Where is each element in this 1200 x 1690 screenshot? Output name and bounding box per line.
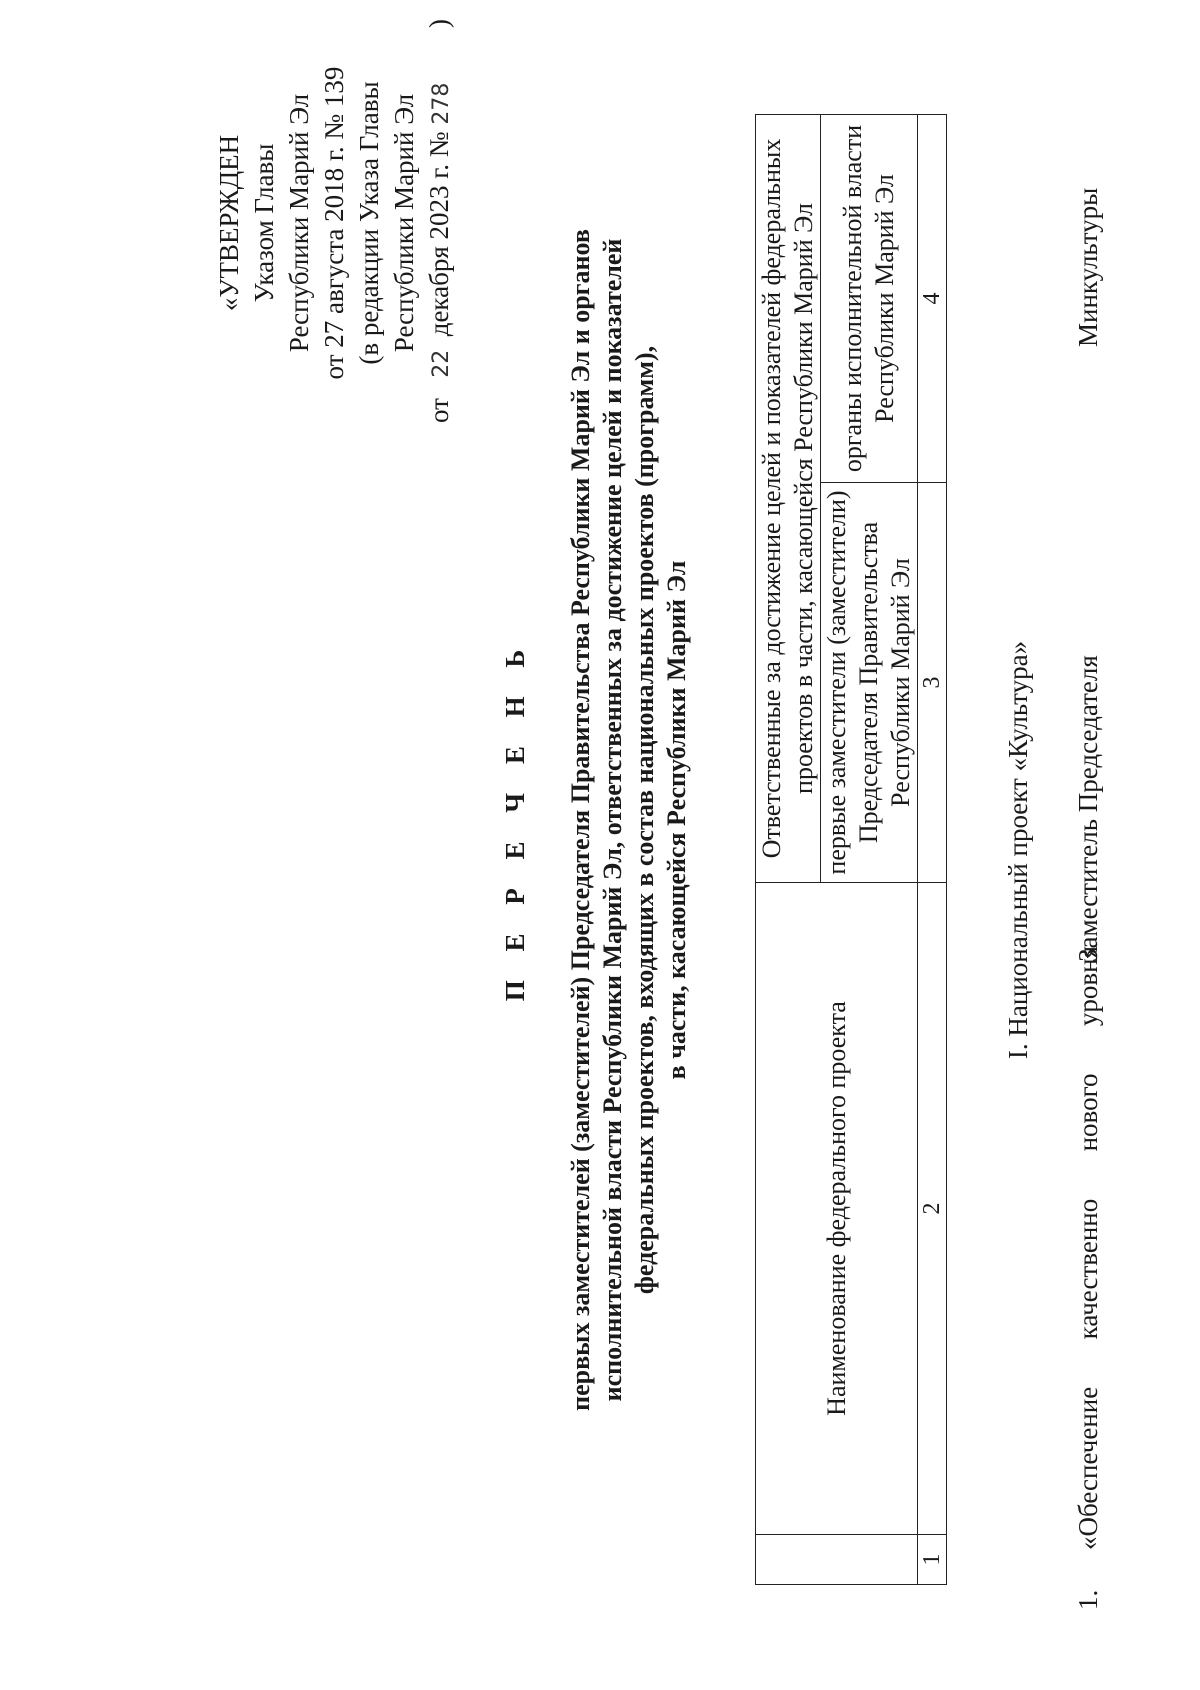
row-name-word: «Обеспечение (1073, 1386, 1103, 1550)
header-number-cell (756, 1535, 918, 1585)
table-header-row (756, 115, 821, 1585)
table-column-numbers-row (918, 115, 947, 1585)
subtitle-line: в части, касающейся Республики Марий Эл (662, 560, 691, 1080)
section-title: I. Национальный проект «Культура» (1003, 640, 1033, 1060)
subtitle-line: первых заместителей (заместителей) Председателя Правительства Республики Марий Эл и органов (566, 229, 595, 1411)
document-subtitle (565, 130, 693, 1510)
header-organs: органы исполнительной власти Республики Марий Эл (821, 115, 918, 483)
subtitle-line: федеральных проектов, входящих в состав национальных проектов (программ), (630, 345, 659, 1295)
document-title: П Е Р Е Ч Е Н Ь (500, 638, 530, 1002)
responsibility-table (755, 114, 947, 1585)
approval-date-month-year: декабря 2023 г. № (424, 131, 454, 337)
column-number: 2 (918, 883, 947, 1535)
row-project-name (1073, 946, 1104, 1550)
approval-line: «УТВЕРЖДЕН (214, 134, 244, 312)
approval-date-day: 22 (429, 349, 454, 378)
approval-line: Указом Главы (249, 143, 279, 303)
approval-date-line (422, 13, 459, 433)
row-number: 1. (1073, 1589, 1103, 1610)
approval-line: от 27 августа 2018 г. № 139 (319, 66, 349, 380)
row-name-word: уровня (1073, 945, 1103, 1027)
approval-date-close: ) (424, 19, 454, 28)
column-number: 3 (918, 483, 947, 883)
column-number: 4 (918, 115, 947, 483)
approval-line: (в редакции Указа Главы (354, 81, 384, 365)
row-name-word: нового (1073, 1073, 1103, 1152)
approval-date-number: 278 (429, 82, 454, 125)
header-responsible: Ответственные за достижение целей и показателей федеральных проектов в части, касающейся Республики Марий Эл (756, 115, 821, 883)
approval-line: Республики Марий Эл (389, 93, 419, 353)
header-project-name: Наименование федерального проекта (756, 883, 918, 1535)
subtitle-line: исполнительной власти Республики Марий Эл, ответственных за достижение целей и показателей (598, 238, 627, 1402)
row-organ: Минкультуры (1073, 187, 1103, 347)
header-deputies: первые заместители (заместители) Председателя Правительства Республики Марий Эл (821, 483, 918, 883)
approval-date-prefix: от (424, 398, 454, 423)
column-number: 1 (918, 1535, 947, 1585)
approval-stamp-block (212, 13, 459, 433)
row-deputy: Заместитель Председателя (1073, 655, 1103, 962)
row-name-word: качественно (1073, 1198, 1103, 1340)
approval-line: Республики Марий Эл (284, 93, 314, 353)
